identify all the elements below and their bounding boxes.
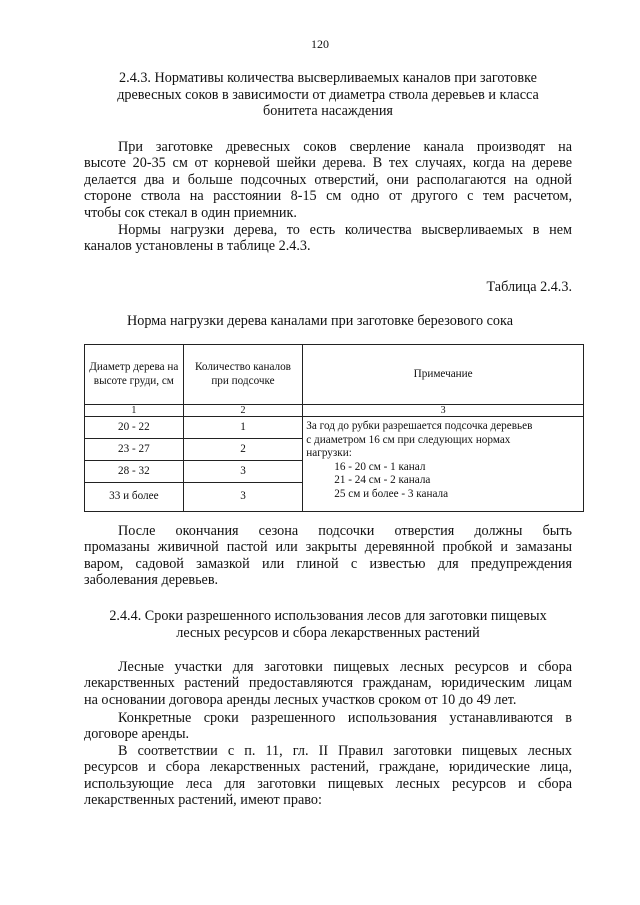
paragraph-line: каналов установлены в таблице 2.4.3. [84,238,311,255]
section-244-paragraph-1 [84,659,572,708]
paragraph-line: заболевания деревьев. [84,572,219,589]
heading-line: 2.4.4. Сроки разрешенного использования лесов для заготовки пищевых [109,608,547,624]
paragraph-line: ресурсов и сбора лекарственных растений, граждане, юридические лица, [84,759,572,776]
section-244-heading [84,608,572,641]
note-cell [303,417,584,512]
header-channels: Количество каналов при подсочке [183,345,303,405]
section-244-paragraph-3 [84,743,572,809]
channels-cell: 2 [183,439,303,461]
paragraph-line: варом, садовой замазкой или глиной с известью для предупреждения [84,555,572,572]
column-number: 1 [85,405,184,417]
paragraph-line: лекарственных растений предоставляются гражданам, юридическим лицам [84,675,572,692]
paragraph-line: После окончания сезона подсочки отверстия должны быть [118,523,572,539]
section-243-heading [84,70,572,120]
paragraph-line: стороне ствола на расстоянии 8-15 см одно от другого с тем расчетом, [84,188,572,205]
column-number: 3 [303,405,584,417]
header-note: Примечание [303,345,584,405]
paragraph-line: промазаны живичной пастой или закрыты деревянной пробкой и замазаны [84,539,572,556]
column-number-row [85,405,584,417]
table-title: Норма нагрузки дерева каналами при заготовке березового сока [127,313,513,329]
section-243-paragraph-3 [84,523,572,589]
paragraph-line: При заготовке древесных соков сверление канала производят на [118,139,572,155]
paragraph-line: использующие леса для заготовки пищевых лесных ресурсов и сбора [84,775,572,792]
paragraph-line: Лесные участки для заготовки пищевых лесных ресурсов и сбора [118,659,572,675]
heading-line: древесных соков в зависимости от диаметра ствола деревьев и класса [117,86,539,103]
paragraph-line: Конкретные сроки разрешенного использования устанавливаются в [118,710,572,726]
paragraph-line: лекарственных растений, имеют право: [84,792,322,809]
section-243-paragraph-1 [84,139,572,221]
heading-line: лесных ресурсов и сбора лекарственных растений [176,624,480,641]
paragraph-line: договоре аренды. [84,726,190,743]
section-243-paragraph-2 [84,222,572,255]
diameter-cell: 33 и более [85,483,184,512]
note-line: нагрузки: [306,447,352,459]
paragraph-line: чтобы сок стекал в один приемник. [84,204,297,221]
column-number: 2 [183,405,303,417]
table-label: Таблица 2.4.3. [486,279,572,295]
table-row [85,417,584,439]
paragraph-line: делается два и больше подсочных отверстий, они располагаются на одной [84,171,572,188]
note-item: 16 - 20 см - 1 канал [334,460,426,473]
channels-cell: 3 [183,483,303,512]
diameter-cell: 20 - 22 [85,417,184,439]
heading-line: бонитета насаждения [263,103,393,120]
paragraph-line: В соответствии с п. 11, гл. II Правил заготовки пищевых лесных [118,743,572,759]
note-line: За год до рубки разрешается подсочка деревьев [306,420,533,432]
channels-cell: 1 [183,417,303,439]
diameter-cell: 23 - 27 [85,439,184,461]
header-diameter: Диаметр дерева на высоте груди, см [85,345,184,405]
channels-cell: 3 [183,461,303,483]
note-item: 25 см и более - 3 канала [334,487,449,500]
section-244-paragraph-2 [84,710,572,743]
diameter-cell: 28 - 32 [85,461,184,483]
note-item: 21 - 24 см - 2 канала [334,474,431,486]
table-header-row [85,345,584,405]
page-number: 120 [311,37,329,51]
paragraph-line: на основании договора аренды лесных участков сроком от 10 до 49 лет. [84,691,517,708]
paragraph-line: высоте 20-35 см от корневой шейки дерева. В тех случаях, когда на дереве [84,155,572,172]
paragraph-line: Нормы нагрузки дерева, то есть количества высверливаемых в нем [118,222,572,238]
heading-line: 2.4.3. Нормативы количества высверливаемых каналов при заготовке [119,70,537,86]
note-line: с диаметром 16 см при следующих нормах [306,433,511,446]
load-norm-table [84,344,584,512]
